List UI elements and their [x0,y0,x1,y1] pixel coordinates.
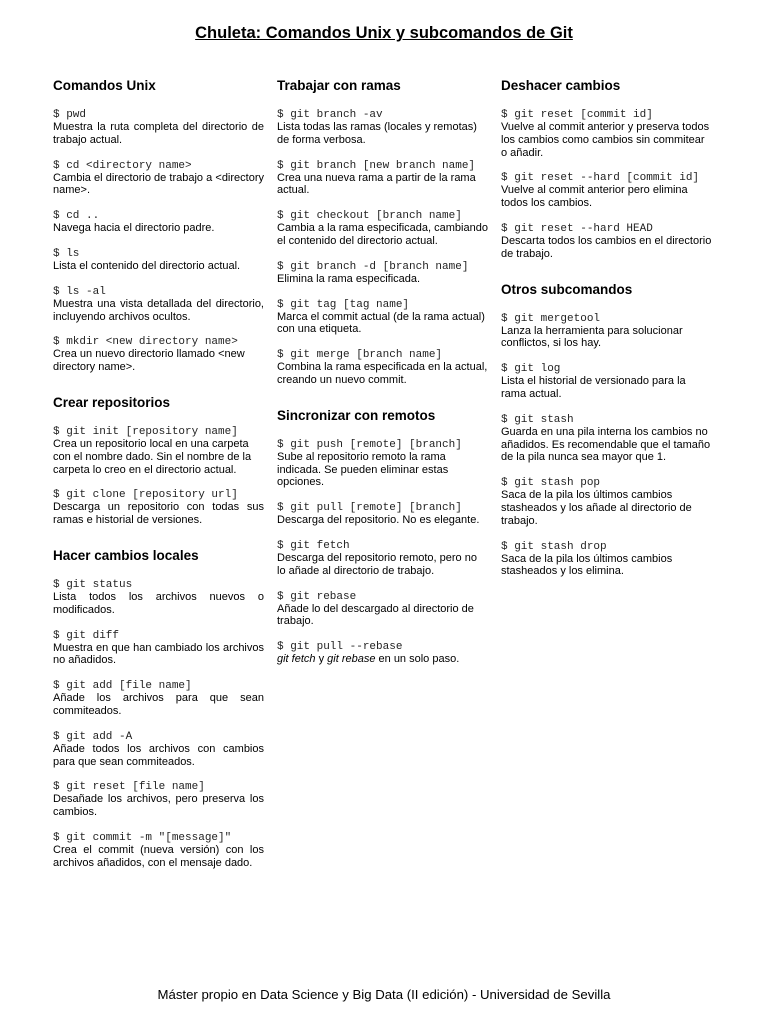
description: Descarta todos los cambios en el directorio de trabajo. [501,234,712,260]
entry-git-stash [501,414,712,464]
description: Lista el contenido del directorio actual. [53,259,241,272]
section-heading: Otros subcomandos [501,281,633,297]
command: $ git rebase [277,590,357,603]
description: Lanza la herramienta para solucionar conflictos, si los hay. [501,324,683,350]
description: Vuelve al commit anterior pero elimina todos los cambios. [501,184,688,210]
command: $ git branch -av [277,109,383,121]
entry-git-log [501,363,712,401]
command: $ git stash [501,413,574,426]
command: $ ls -al [53,285,106,298]
page-footer: Máster propio en Data Science y Big Data (II edición) - Universidad de Sevilla [157,987,611,1002]
description: Crea un nuevo directorio llamado <new directory name>. [53,348,245,374]
section-heading: Trabajar con ramas [277,78,401,93]
command: $ git branch -d [branch name] [277,260,469,273]
command: $ mkdir <new directory name> [53,336,238,349]
description: Lista todos los archivos nuevos o modificados. [53,590,264,616]
command: $ pwd [53,109,87,121]
description: Añade los archivos para que sean commiteados. [53,692,264,717]
command: $ git reset --hard HEAD [501,222,653,235]
command: $ git add -A [53,730,133,743]
entry-git-push [277,439,488,489]
command: $ cd <directory name> [53,159,192,172]
description-connector: y [315,653,328,666]
section-trabajar-con-ramas [277,77,488,387]
description: Lista todas las ramas (locales y remotas) de forma verbosa. [277,121,477,146]
command: $ cd .. [53,210,100,223]
section-deshacer-cambios [501,77,712,261]
description-tail: en un solo paso. [375,653,460,666]
entry-git-add-all [53,731,264,769]
entry-git-reset-hard-commit [501,172,712,210]
command: $ git branch [new branch name] [277,159,476,172]
description: Añade lo del descargado al directorio de trabajo. [277,602,474,628]
command: $ git add [file name] [53,680,192,693]
description: Descarga del repositorio. No es elegante. [277,514,480,527]
entry-git-mergetool [501,313,712,351]
description: Crea el commit (nueva versión) con los archivos añadidos, con el mensaje dado. [53,843,264,869]
command: $ git tag [tag name] [277,298,410,311]
entry-ls [53,248,264,273]
command: $ git pull [remote] [branch] [277,502,462,515]
column-1 [53,77,264,890]
entry-git-branch-av [277,109,488,147]
section-comandos-unix [53,77,264,374]
description [277,653,488,666]
entry-git-stash-pop [501,477,712,527]
page-title: Chuleta: Comandos Unix y subcomandos de Git [195,24,573,42]
description: Saca de la pila los últimos cambios stasheados y los elimina. [501,552,673,578]
command: $ git log [501,363,561,376]
description: Añade todos los archivos con cambios para que sean commiteados. [53,742,264,768]
command: $ git reset [file name] [53,781,205,794]
entry-git-init [53,426,264,476]
description: Vuelve al commit anterior y preserva todos los cambios como cambios sin commitear o añadir. [501,121,710,159]
section-heading: Comandos Unix [53,78,156,93]
entry-git-merge [277,349,488,387]
command: $ git stash drop [501,540,607,553]
command: $ git status [53,578,133,591]
section-hacer-cambios-locales [53,547,264,870]
section-heading: Sincronizar con remotos [277,407,436,423]
description: Desañade los archivos, pero preserva los cambios. [53,793,264,819]
description: Combina la rama especificada en la actual, creando un nuevo commit. [277,361,488,386]
command: $ git fetch [277,539,350,552]
entry-mkdir [53,336,264,374]
section-crear-repositorios [53,394,264,527]
command: $ git stash pop [501,477,601,490]
command: $ git reset [commit id] [501,109,653,121]
entry-cd-parent [53,210,264,235]
entry-git-checkout [277,210,488,248]
entry-git-fetch [277,540,488,578]
section-heading: Deshacer cambios [501,78,621,93]
command: $ git init [repository name] [53,425,238,438]
description-italic-rebase: git rebase [327,653,376,666]
column-3 [501,77,712,598]
entry-git-pull [277,502,488,527]
command: $ git commit -m "[message]" [53,831,232,844]
description: Saca de la pila los últimos cambios stasheados y los añade al directorio de trabajo. [501,489,692,527]
entry-git-rebase [277,591,488,629]
entry-pwd [53,109,264,147]
description: Marca el commit actual (de la rama actual) con una etiqueta. [277,310,485,336]
command: $ git checkout [branch name] [277,210,462,223]
entry-git-status [53,579,264,617]
command: $ git pull --rebase [277,641,403,654]
command: $ git clone [repository url] [53,489,238,502]
description: Cambia el directorio de trabajo a <directory name>. [53,171,264,197]
entry-git-branch-delete [277,261,488,286]
description: Muestra en que han cambiado los archivos no añadidos. [53,641,264,667]
command: $ git diff [53,629,120,642]
description: Crea una nueva rama a partir de la rama actual. [277,171,476,197]
entry-git-pull-rebase [277,641,488,666]
description-italic-fetch: git fetch [277,653,316,666]
command: $ git reset --hard [commit id] [501,172,700,185]
command: $ git merge [branch name] [277,349,443,362]
section-otros-subcomandos [501,281,712,579]
entry-git-commit [53,832,264,870]
section-sincronizar-con-remotos [277,407,488,666]
description: Crea un repositorio local en una carpeta con el nombre dado. Sin el nombre de la carpeta lo creo en el directorio actual. [53,437,252,476]
entry-git-clone [53,489,264,527]
entry-git-tag [277,299,488,337]
entry-git-reset-file [53,781,264,819]
entry-cd [53,160,264,198]
description: Guarda en una pila interna los cambios no añadidos. Es recomendable que el tamaño de la pila nunca sea mayor que 1. [501,425,711,464]
entry-git-add-file [53,680,264,718]
description: Navega hacia el directorio padre. [53,222,215,235]
command: $ ls [53,247,80,260]
description: Muestra una vista detallada del directorio, incluyendo archivos ocultos. [53,297,264,323]
section-heading: Hacer cambios locales [53,547,199,563]
command: $ git push [remote] [branch] [277,438,462,451]
description: Cambia a la rama especificada, cambiando el contenido del directorio actual. [277,222,488,247]
entry-git-diff [53,630,264,668]
entry-git-branch-new [277,160,488,198]
entry-git-reset-hard-head [501,223,712,261]
description: Lista el historial de versionado para la rama actual. [501,375,686,400]
description: Descarga del repositorio remoto, pero no lo añade al directorio de trabajo. [277,551,477,577]
description: Muestra la ruta completa del directorio de trabajo actual. [53,121,264,146]
entry-git-reset-commit [501,109,712,159]
command: $ git mergetool [501,312,601,325]
description: Sube al repositorio remoto la rama indicada. Se pueden eliminar estas opciones. [277,450,449,489]
section-heading: Crear repositorios [53,394,171,410]
column-2 [277,77,488,686]
entry-ls-al [53,286,264,324]
description: Descarga un repositorio con todas sus ramas e historial de versiones. [53,501,264,527]
entry-git-stash-drop [501,541,712,579]
description: Elimina la rama especificada. [277,272,421,285]
